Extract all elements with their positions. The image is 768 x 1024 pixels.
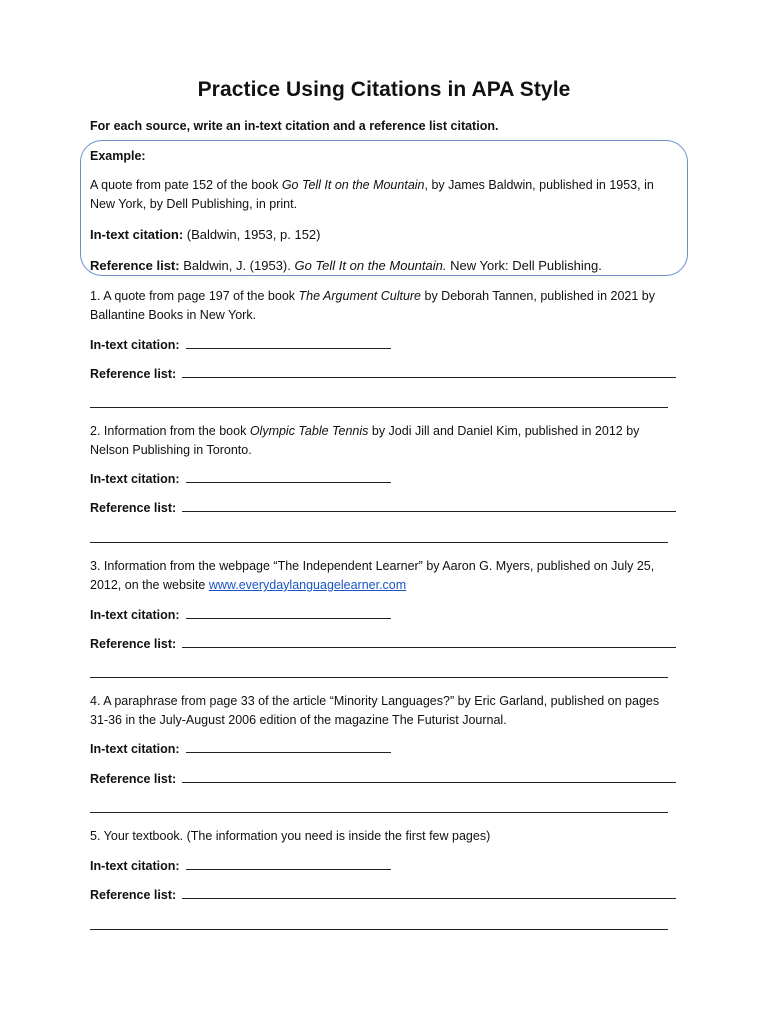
question-4-text-line2: 31-36 in the July-August 2006 edition of the magazine The Futurist Journal. xyxy=(90,713,507,727)
q4-reference-row xyxy=(90,770,676,786)
q3-intext-blank[interactable] xyxy=(186,606,391,619)
example-intext xyxy=(90,227,320,242)
question-1-book: The Argument Culture xyxy=(298,289,422,303)
q1-reference-blank-line2[interactable] xyxy=(90,407,668,408)
q3-reference-blank[interactable] xyxy=(182,635,676,648)
q3-intext-row xyxy=(90,606,391,622)
q1-intext-blank[interactable] xyxy=(186,336,391,349)
example-ref-pre: Baldwin, J. (1953). xyxy=(179,258,295,273)
question-3-text-pre: 2012, on the website xyxy=(90,578,209,592)
question-2-text-line2: Nelson Publishing in Toronto. xyxy=(90,443,252,457)
page-title: Practice Using Citations in APA Style xyxy=(197,78,571,101)
example-desc-book: Go Tell It on the Mountain xyxy=(281,178,425,192)
q5-intext-row xyxy=(90,857,391,873)
example-label: Example: xyxy=(90,149,146,163)
example-intext-label: In-text citation: xyxy=(90,227,184,242)
example-desc-pre: A quote from pate 152 of the book xyxy=(90,178,282,192)
question-2-text-post: by Jodi Jill and Daniel Kim, published in 2012 by xyxy=(368,424,640,438)
reference-label: Reference list: xyxy=(90,637,177,651)
question-1-text-post: by Deborah Tannen, published in 2021 by xyxy=(421,289,655,303)
q2-reference-blank-line2[interactable] xyxy=(90,542,668,543)
question-3 xyxy=(90,557,680,595)
q5-reference-blank[interactable] xyxy=(182,886,676,899)
q4-reference-blank-line2[interactable] xyxy=(90,812,668,813)
question-1-text-line2: Ballantine Books in New York. xyxy=(90,308,257,322)
question-1-text-pre: 1. A quote from page 197 of the book xyxy=(90,289,299,303)
example-desc-post1: , by James Baldwin, published in 1953, in xyxy=(424,178,654,192)
question-3-text-line1: 3. Information from the webpage “The Independent Learner” by Aaron G. Myers, published on July 25, xyxy=(90,559,655,573)
intext-label: In-text citation: xyxy=(90,608,180,622)
q2-intext-row xyxy=(90,470,391,486)
example-ref-label: Reference list: xyxy=(90,258,180,273)
q2-reference-row xyxy=(90,499,676,515)
q2-reference-blank[interactable] xyxy=(182,499,676,512)
intext-label: In-text citation: xyxy=(90,338,180,352)
q3-reference-blank-line2[interactable] xyxy=(90,677,668,678)
example-desc-post2: New York, by Dell Publishing, in print. xyxy=(90,197,298,211)
q5-reference-blank-line2[interactable] xyxy=(90,929,668,930)
reference-label: Reference list: xyxy=(90,772,177,786)
example-intext-value: (Baldwin, 1953, p. 152) xyxy=(183,227,321,242)
q1-intext-row xyxy=(90,336,391,352)
q5-intext-blank[interactable] xyxy=(186,857,391,870)
q4-reference-blank[interactable] xyxy=(182,770,676,783)
q4-intext-row xyxy=(90,740,391,756)
question-4-text-line1: 4. A paraphrase from page 33 of the article “Minority Languages?” by Eric Garland, published on pages xyxy=(90,694,660,708)
reference-label: Reference list: xyxy=(90,367,177,381)
q2-intext-blank[interactable] xyxy=(186,470,391,483)
q1-reference-blank[interactable] xyxy=(182,365,676,378)
intext-label: In-text citation: xyxy=(90,859,180,873)
instructions: For each source, write an in-text citation and a reference list citation. xyxy=(90,119,499,133)
q1-reference-row xyxy=(90,365,676,381)
q5-reference-row xyxy=(90,886,676,902)
reference-label: Reference list: xyxy=(90,888,177,902)
question-5 xyxy=(90,827,680,846)
q4-intext-blank[interactable] xyxy=(186,740,391,753)
example-description xyxy=(90,176,680,214)
intext-label: In-text citation: xyxy=(90,742,180,756)
question-5-text: 5. Your textbook. (The information you need is inside the first few pages) xyxy=(90,829,491,843)
website-link[interactable]: www.everydaylanguagelearner.com xyxy=(208,578,407,592)
example-reference xyxy=(90,258,602,273)
reference-label: Reference list: xyxy=(90,501,177,515)
q3-reference-row xyxy=(90,635,676,651)
example-ref-book: Go Tell It on the Mountain. xyxy=(294,258,447,273)
question-2-book: Olympic Table Tennis xyxy=(249,424,369,438)
example-ref-post: New York: Dell Publishing. xyxy=(446,258,602,273)
intext-label: In-text citation: xyxy=(90,472,180,486)
question-1 xyxy=(90,287,680,325)
question-2 xyxy=(90,422,680,460)
question-2-text-pre: 2. Information from the book xyxy=(90,424,250,438)
question-4 xyxy=(90,692,680,730)
